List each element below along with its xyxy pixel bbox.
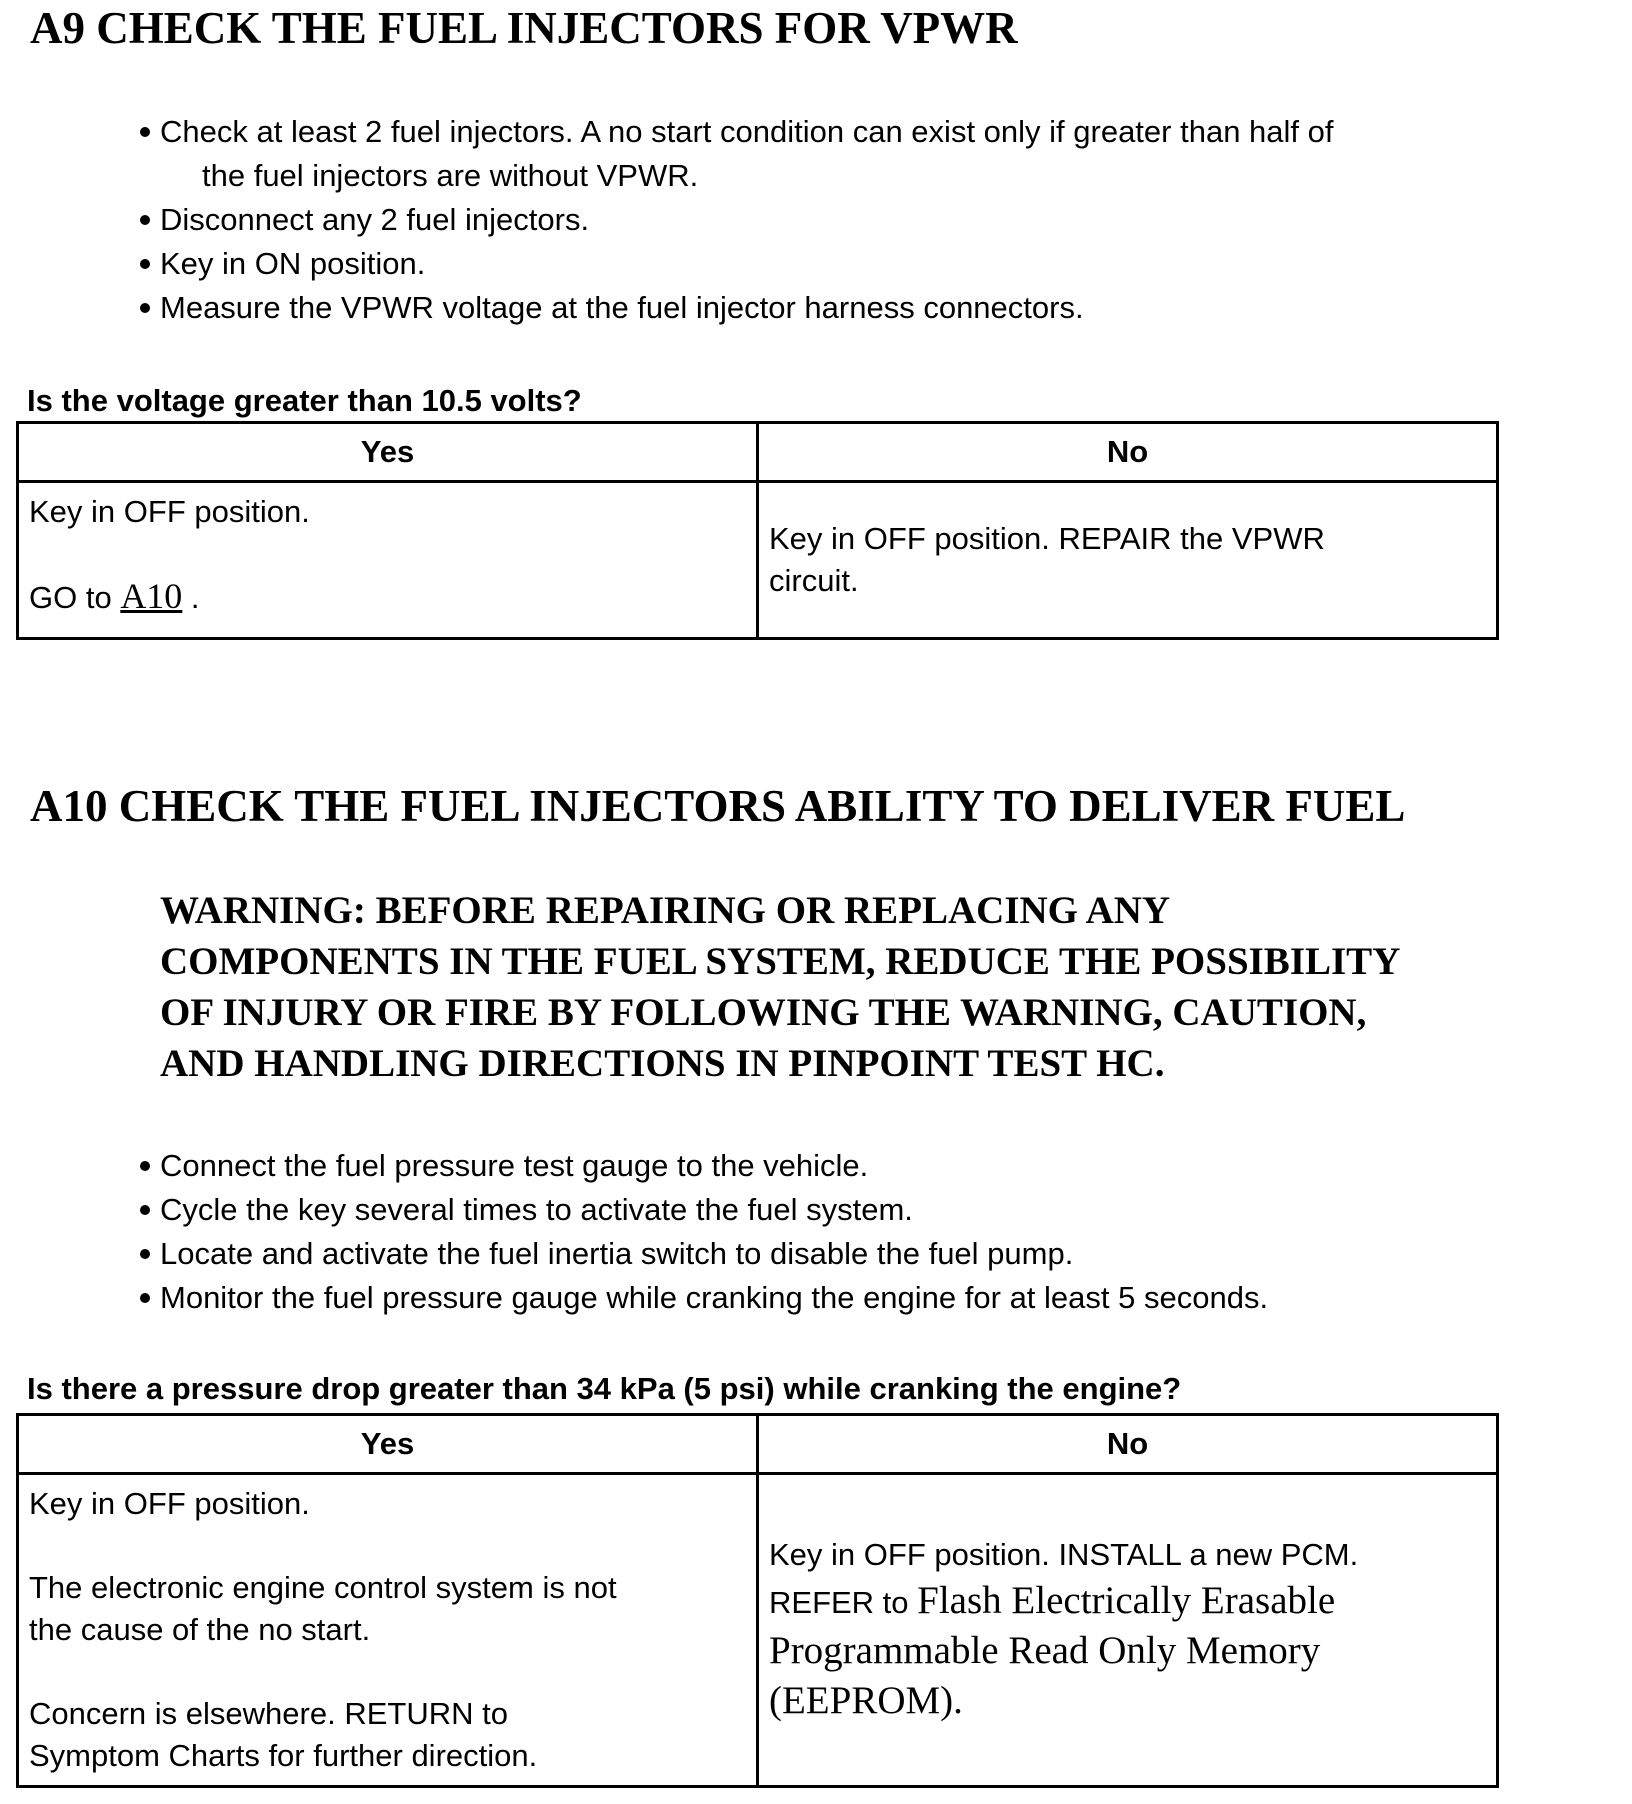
bullet-icon — [140, 1293, 150, 1303]
goto-suffix: . — [182, 580, 200, 615]
refer-prefix: REFER to — [769, 1585, 918, 1620]
bullet-icon — [140, 1205, 150, 1215]
no-step-text: Key in OFF position. REPAIR the VPWR — [769, 521, 1325, 556]
bullet-text: Check at least 2 fuel injectors. A no start condition can exist only if greater than half of — [160, 114, 1334, 149]
goto-line — [29, 575, 746, 619]
yes-return-text: Concern is elsewhere. RETURN to — [29, 1696, 508, 1731]
table-header-row — [18, 1415, 1498, 1474]
bullet-text: Measure the VPWR voltage at the fuel injector harness connectors. — [160, 290, 1084, 325]
list-item — [138, 1276, 1578, 1320]
list-item — [138, 1188, 1578, 1232]
list-item — [138, 110, 1578, 198]
a9-bullet-list — [138, 110, 1578, 330]
eeprom-reference-link[interactable]: Flash Electrically Erasable — [917, 1579, 1336, 1622]
list-item — [138, 1232, 1578, 1276]
a10-question: Is there a pressure drop greater than 34 kPa (5 psi) while cranking the engine? — [27, 1371, 1182, 1406]
yes-header: Yes — [18, 423, 758, 482]
list-item — [138, 198, 1578, 242]
warning-line: AND HANDLING DIRECTIONS IN PINPOINT TEST HC. — [160, 1042, 1165, 1085]
bullet-text: Locate and activate the fuel inertia switch to disable the fuel pump. — [160, 1236, 1074, 1271]
yes-cell — [18, 1474, 758, 1787]
bullet-icon — [140, 1249, 150, 1259]
warning-block — [160, 885, 1600, 1089]
no-cell — [758, 482, 1498, 639]
no-cell — [758, 1474, 1498, 1787]
yes-result-text-continued: the cause of the no start. — [29, 1612, 371, 1647]
yes-result-text: The electronic engine control system is not — [29, 1570, 617, 1605]
bullet-text-continued: the fuel injectors are without VPWR. — [202, 158, 699, 193]
a10-title: A10 CHECK THE FUEL INJECTORS ABILITY TO DELIVER FUEL — [30, 781, 1406, 831]
no-step-text: Key in OFF position. INSTALL a new PCM. — [769, 1537, 1359, 1572]
eeprom-reference-link-end[interactable]: (EEPROM). — [769, 1679, 963, 1722]
bullet-text: Disconnect any 2 fuel injectors. — [160, 202, 590, 237]
warning-line: COMPONENTS IN THE FUEL SYSTEM, REDUCE THE POSSIBILITY — [160, 940, 1401, 983]
yes-step-text: Key in OFF position. — [29, 1486, 310, 1521]
table-row — [18, 482, 1498, 639]
bullet-text: Connect the fuel pressure test gauge to the vehicle. — [160, 1148, 869, 1183]
bullet-text: Key in ON position. — [160, 246, 426, 281]
eeprom-reference-link-continued[interactable]: Programmable Read Only Memory — [769, 1629, 1321, 1672]
bullet-icon — [140, 1161, 150, 1171]
no-step-text-continued: circuit. — [769, 563, 859, 598]
a9-question: Is the voltage greater than 10.5 volts? — [27, 383, 582, 418]
goto-a10-link[interactable]: A10 — [120, 576, 183, 616]
refer-line — [769, 1576, 1486, 1626]
no-header: No — [758, 1415, 1498, 1474]
bullet-icon — [140, 259, 150, 269]
no-header: No — [758, 423, 1498, 482]
goto-prefix: GO to — [29, 580, 121, 615]
bullet-icon — [140, 303, 150, 313]
a9-decision-table — [16, 421, 1499, 640]
list-item — [138, 1144, 1578, 1188]
a10-decision-table — [16, 1413, 1499, 1788]
bullet-icon — [140, 127, 150, 137]
bullet-icon — [140, 215, 150, 225]
table-header-row — [18, 423, 1498, 482]
table-row — [18, 1474, 1498, 1787]
list-item — [138, 242, 1578, 286]
yes-cell — [18, 482, 758, 639]
warning-line: WARNING: BEFORE REPAIRING OR REPLACING ANY — [160, 889, 1171, 932]
bullet-text: Monitor the fuel pressure gauge while cranking the engine for at least 5 seconds. — [160, 1280, 1269, 1315]
a10-bullet-list — [138, 1144, 1578, 1320]
yes-step-text: Key in OFF position. — [29, 494, 310, 529]
warning-line: OF INJURY OR FIRE BY FOLLOWING THE WARNING, CAUTION, — [160, 991, 1367, 1034]
yes-header: Yes — [18, 1415, 758, 1474]
a9-title: A9 CHECK THE FUEL INJECTORS FOR VPWR — [30, 3, 1018, 53]
list-item — [138, 286, 1578, 330]
bullet-text: Cycle the key several times to activate the fuel system. — [160, 1192, 913, 1227]
yes-return-text-continued: Symptom Charts for further direction. — [29, 1738, 538, 1773]
